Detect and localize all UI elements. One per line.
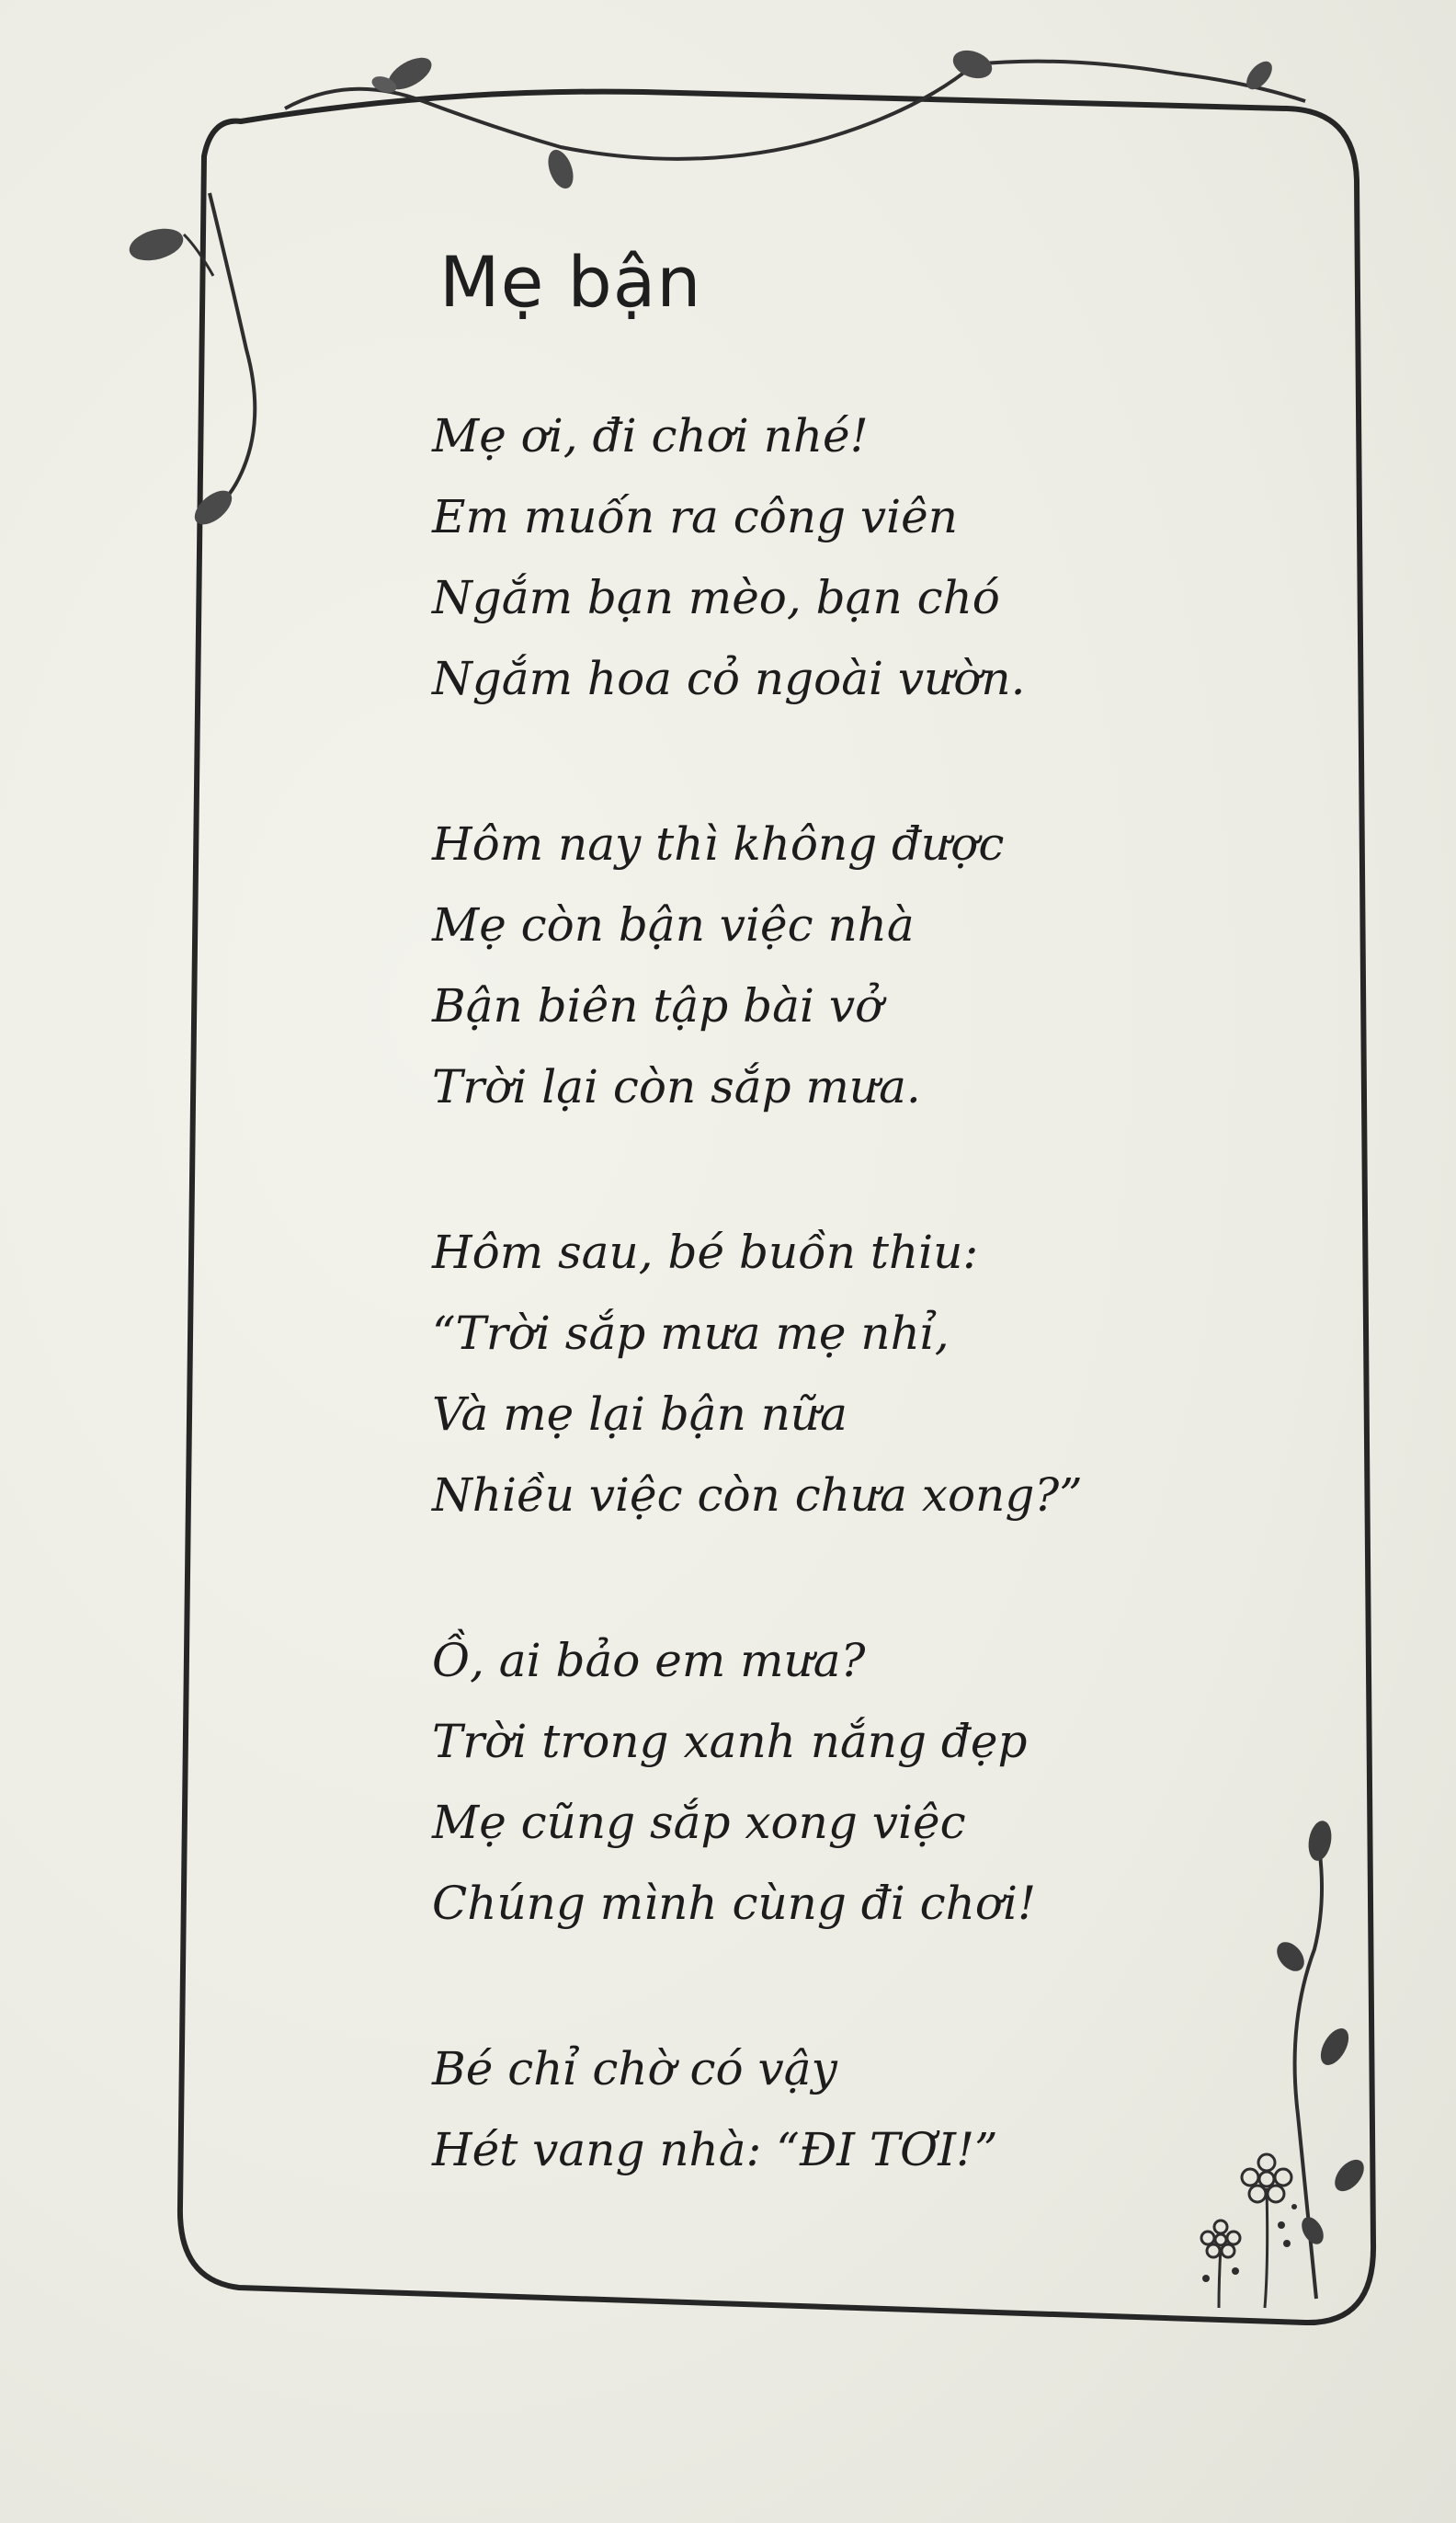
poem-line: Mẹ cũng sắp xong việc [432,1796,966,1849]
poem-line: Hôm nay thì không được [432,817,1005,871]
stanza [432,2028,1259,2190]
left-vine [198,193,255,508]
poem-line: Ngắm bạn mèo, bạn chó [432,571,1000,624]
leaf-icon [1329,2154,1370,2197]
poem-line: Hét vang nhà: “ĐI TƠI!” [432,2123,998,2176]
leaf-icon [1271,1936,1310,1976]
poem-line: Trời trong xanh nắng đẹp [432,1715,1028,1768]
poem-line: Bé chỉ chờ có vậy [432,2042,837,2095]
poem-line: Và mẹ lại bận nữa [432,1387,847,1441]
poem-line: Ngắm hoa cỏ ngoài vườn. [432,652,1026,705]
poem-line: Nhiều việc còn chưa xong?” [432,1468,1083,1522]
poem-line: Mẹ ơi, đi chơi nhé! [432,409,869,462]
stanza [432,1212,1259,1535]
leaf-icon [1297,2213,1327,2248]
poem-line: Chúng mình cùng đi chơi! [432,1877,1037,1930]
poem-body [432,395,1259,2275]
top-vine [285,62,1305,159]
stanza [432,1620,1259,1944]
stanza [432,804,1259,1127]
leaf-icon [1305,1819,1334,1862]
poem-line: Em muốn ra công viên [432,490,958,543]
poem-line: Trời lại còn sắp mưa. [432,1060,921,1113]
leaf-icon [1315,2024,1355,2070]
poem-line: Hôm sau, bé buồn thiu: [432,1226,979,1279]
poem-line: Bận biên tập bài vở [432,979,883,1033]
poem-line: Ồ, ai bảo em mưa? [432,1634,866,1687]
stanza [432,395,1259,719]
poem-line: Mẹ còn bận việc nhà [432,898,915,952]
leaf-icon [543,146,578,192]
poem-title: Mẹ bận [439,241,702,323]
leaf-icon [126,223,187,266]
poem-line: “Trời sắp mưa mẹ nhỉ, [432,1307,950,1360]
